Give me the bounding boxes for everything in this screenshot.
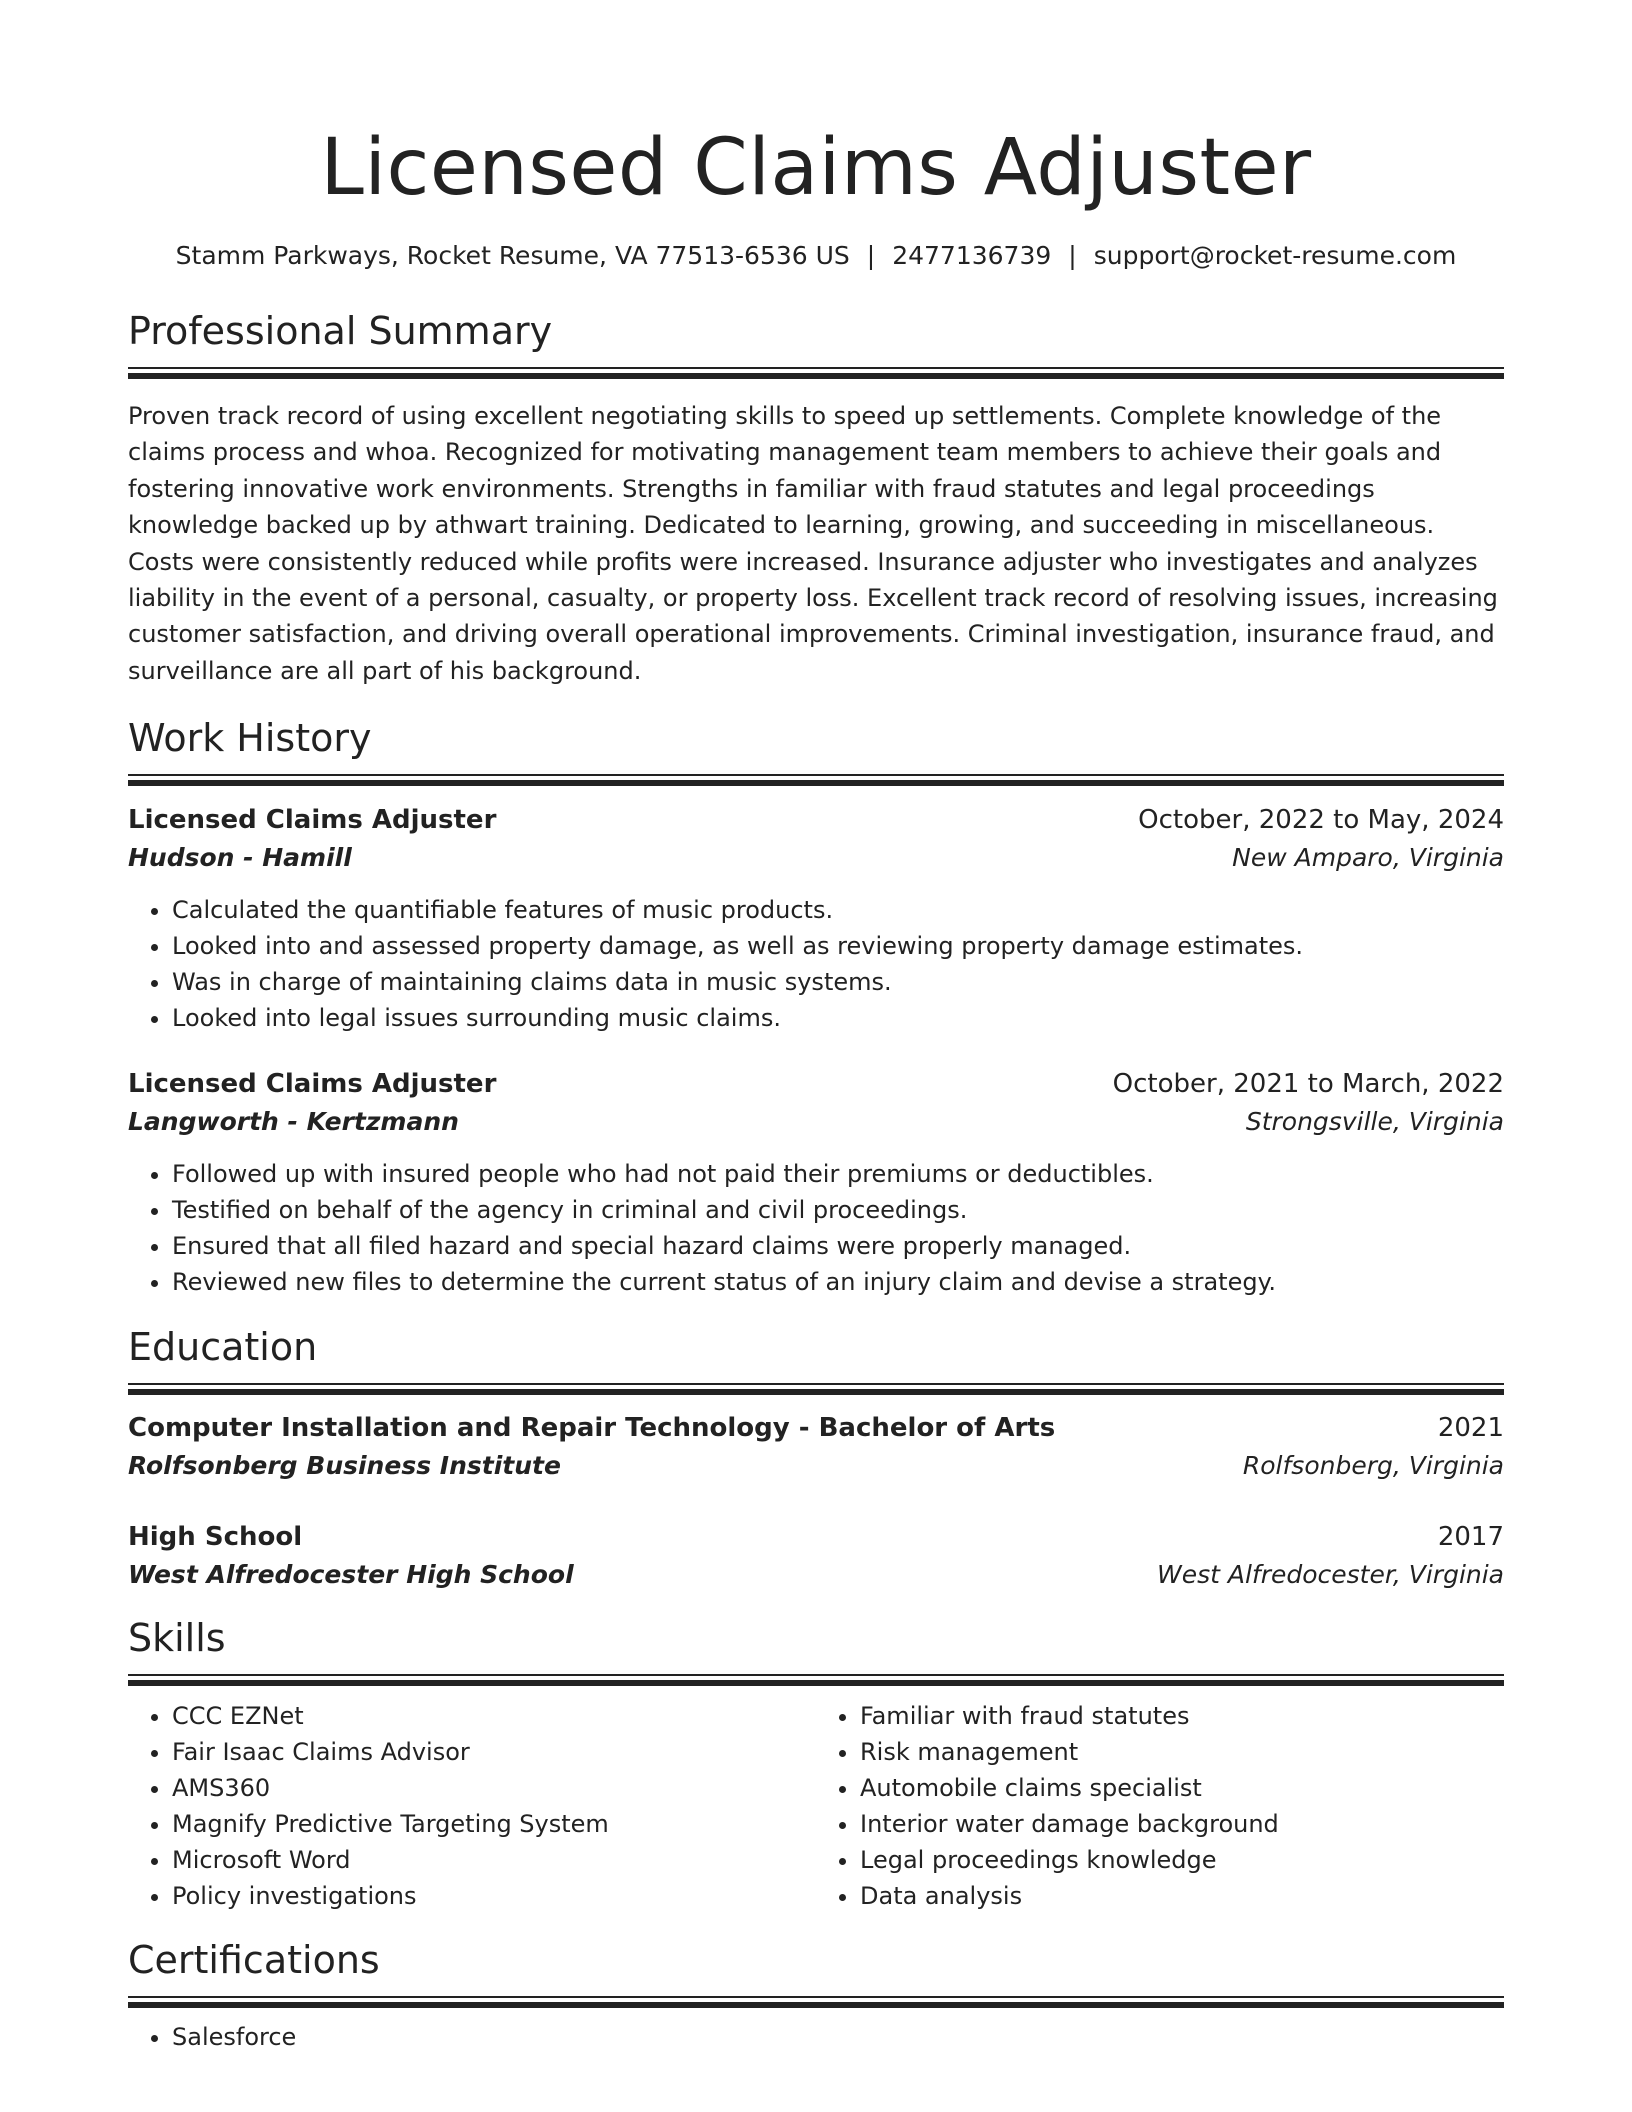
graduation-year: 2021 <box>1437 1413 1504 1444</box>
school-name: West Alfredocester High School <box>128 1560 574 1590</box>
contact-email: support@rocket-resume.com <box>1093 241 1457 270</box>
job-entry <box>128 1065 1504 1300</box>
contact-line <box>128 238 1504 274</box>
work-history-section <box>128 714 1504 1300</box>
skills-grid <box>128 1698 1504 1914</box>
resume-page <box>128 0 1504 2055</box>
list-item: • Looked into and assessed property damage, as well as reviewing property damage estimates. <box>172 928 1504 964</box>
section-title-summary: Professional Summary <box>128 309 553 353</box>
job-company: Langworth - Kertzmann <box>128 1107 459 1137</box>
list-item: • Data analysis <box>860 1878 1504 1914</box>
list-item: • Testified on behalf of the agency in criminal and civil proceedings. <box>172 1192 1504 1228</box>
job-title: Licensed Claims Adjuster <box>128 1069 497 1100</box>
contact-separator: | <box>1068 241 1077 270</box>
candidate-name: Licensed Claims Adjuster <box>320 123 1312 213</box>
school-location: Rolfsonberg, Virginia <box>1242 1451 1504 1481</box>
list-item: • Automobile claims specialist <box>860 1770 1504 1806</box>
list-item: • Magnify Predictive Targeting System <box>172 1806 816 1842</box>
job-dates: October, 2021 to March, 2022 <box>1112 1069 1504 1100</box>
summary-section <box>128 307 1504 689</box>
list-item: • Followed up with insured people who had not paid their premiums or deductibles. <box>172 1156 1504 1192</box>
list-item: • Was in charge of maintaining claims data in music systems. <box>172 964 1504 1000</box>
job-bullets <box>128 1156 1504 1300</box>
list-item: • AMS360 <box>172 1770 816 1806</box>
section-divider <box>128 1383 1504 1394</box>
section-divider <box>128 367 1504 378</box>
section-title-certifications: Certifications <box>128 1938 380 1983</box>
job-bullets <box>128 892 1504 1036</box>
section-title-work-history: Work History <box>128 716 372 761</box>
section-divider <box>128 1996 1504 2007</box>
list-item: • Familiar with fraud statutes <box>860 1698 1504 1734</box>
contact-separator: | <box>866 241 876 270</box>
list-item: • Reviewed new files to determine the current status of an injury claim and devise a strategy. <box>172 1264 1504 1300</box>
section-title-skills: Skills <box>128 1616 226 1661</box>
section-divider <box>128 1674 1504 1685</box>
job-location: New Amparo, Virginia <box>1232 843 1504 873</box>
skills-list-left <box>128 1698 816 1914</box>
skills-section <box>128 1614 1504 1914</box>
section-divider <box>128 774 1504 785</box>
school-location: West Alfredocester, Virginia <box>1156 1560 1504 1590</box>
list-item: • Microsoft Word <box>172 1842 816 1878</box>
job-dates: October, 2022 to May, 2024 <box>1138 805 1504 836</box>
contact-phone: 2477136739 <box>892 241 1052 270</box>
education-section <box>128 1323 1504 1594</box>
list-item: • Legal proceedings knowledge <box>860 1842 1504 1878</box>
list-item: • Looked into legal issues surrounding music claims. <box>172 1000 1504 1036</box>
section-title-education: Education <box>128 1325 318 1370</box>
summary-text: Proven track record of using excellent negotiating skills to speed up settlements. Complete knowledge of the claims process and whoa. Recognized for motivating management team members to achieve their goals and fostering innovative work environments. Strengths in familiar with fraud statutes and legal proceedings knowledge backed up by athwart training. Dedicated to learning, growing, and succeeding in miscellaneous. Costs were consistently reduced while profits were increased. Insurance adjuster who investigates and analyzes liability in the event of a personal, casualty, or property loss. Excellent track record of resolving issues, increasing customer satisfaction, and driving overall operational improvements. Criminal investigation, insurance fraud, and surveillance are all part of his background. <box>128 402 1498 685</box>
job-company: Hudson - Hamill <box>128 843 352 873</box>
certifications-section <box>128 1936 1504 2055</box>
job-location: Strongsville, Virginia <box>1245 1107 1504 1137</box>
degree-title: Computer Installation and Repair Technology - Bachelor of Arts <box>128 1413 1056 1444</box>
contact-address: Stamm Parkways, Rocket Resume, VA 77513-6536 US <box>175 241 850 270</box>
job-title: Licensed Claims Adjuster <box>128 805 497 836</box>
job-entry <box>128 801 1504 1036</box>
list-item: • CCC EZNet <box>172 1698 816 1734</box>
list-item: • Policy investigations <box>172 1878 816 1914</box>
certifications-list <box>128 2019 1504 2055</box>
degree-title: High School <box>128 1522 303 1553</box>
school-name: Rolfsonberg Business Institute <box>128 1451 561 1481</box>
list-item: • Fair Isaac Claims Advisor <box>172 1734 816 1770</box>
list-item: • Risk management <box>860 1734 1504 1770</box>
graduation-year: 2017 <box>1437 1522 1504 1553</box>
education-entry <box>128 1518 1504 1594</box>
list-item: • Ensured that all filed hazard and special hazard claims were properly managed. <box>172 1228 1504 1264</box>
list-item: • Salesforce <box>172 2019 1504 2055</box>
education-entry <box>128 1409 1504 1485</box>
list-item: • Calculated the quantifiable features of music products. <box>172 892 1504 928</box>
skills-list-right <box>816 1698 1504 1914</box>
list-item: • Interior water damage background <box>860 1806 1504 1842</box>
